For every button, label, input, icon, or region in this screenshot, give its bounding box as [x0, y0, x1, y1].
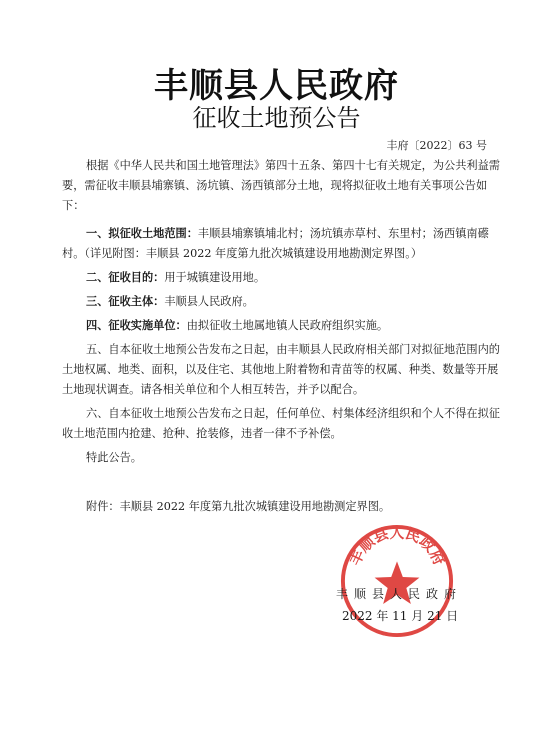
item-4-paragraph [62, 316, 502, 336]
closing-line: 特此公告。 [86, 451, 142, 464]
item-4-heading: 四、征收实施单位： [86, 319, 187, 332]
item-1-paragraph [62, 224, 502, 264]
document-body [62, 156, 502, 468]
signature-date: 2022 年 11 月 21 日 [342, 609, 459, 623]
item-2-heading: 二、征收目的： [86, 271, 165, 284]
item-1-text: 丰顺县埔寨镇埔北村；汤坑镇赤草村、东里村；汤西镇南礤村。（详见附图：丰顺县 2022 年度第九批次城镇建设用地勘测定界图。） [62, 227, 489, 260]
svg-text:丰顺县人民政府 [347, 524, 449, 568]
signature-organization: 丰顺县人民政府 [336, 587, 463, 601]
item-2-paragraph [62, 268, 502, 288]
issuing-organization-title: 丰顺县人民政府 [154, 66, 399, 106]
item-3-paragraph [62, 292, 502, 312]
item-2-text: 用于城镇建设用地。 [164, 271, 266, 284]
document-number: 丰府〔2022〕63 号 [386, 139, 487, 152]
intro-paragraph: 根据《中华人民共和国土地管理法》第四十五条、第四十七有关规定，为公共利益需要，需征收丰顺县埔寨镇、汤坑镇、汤西镇部分土地，现将拟征收土地有关事项公告如下： [62, 159, 500, 212]
document-title: 征收土地预公告 [192, 104, 361, 132]
item-3-text: 丰顺县人民政府。 [164, 295, 254, 308]
item-1-heading: 一、拟征收土地范围： [86, 227, 198, 240]
item-5-paragraph: 五、自本征收土地预公告发布之日起，由丰顺县人民政府相关部门对拟征地范围内的土地权属、地类、面积，以及住宅、其他地上附着物和青苗等的权属、种类、数量等开展土地现状调查。请各相关单位和个人相互转告，并予以配合。 [62, 343, 500, 396]
seal-text: 丰顺县人民政府 [346, 524, 448, 569]
item-6-paragraph: 六、自本征收土地预公告发布之日起，任何单位、村集体经济组织和个人不得在拟征收土地范围内抢建、抢种、抢装修，违者一律不予补偿。 [62, 407, 500, 440]
item-4-text: 由拟征收土地属地镇人民政府组织实施。 [186, 319, 389, 332]
attachment-note: 附件：丰顺县 2022 年度第九批次城镇建设用地勘测定界图。 [86, 500, 391, 513]
item-3-heading: 三、征收主体： [86, 295, 165, 308]
